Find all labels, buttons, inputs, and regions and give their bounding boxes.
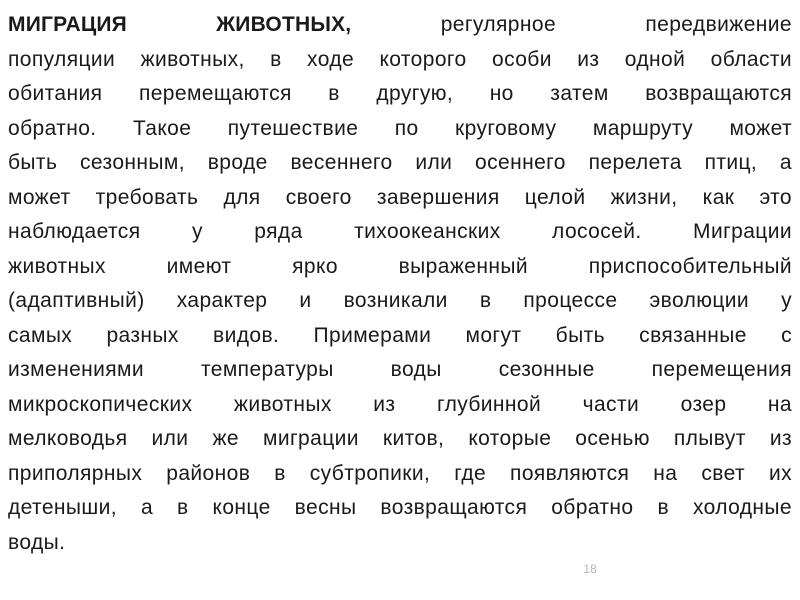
text-line-7: наблюдается у ряда тихоокеанских лососей. Миграции <box>8 220 792 243</box>
text-line-2: популяции животных, в ходе которого особи из одной области <box>8 47 792 71</box>
text-line-10: самых разных видов. Примерами могут быть связанные с <box>8 323 792 347</box>
text-line-11: изменениями температуры воды сезонные перемещения <box>8 358 792 381</box>
text-line-13: мелководья или же миграции китов, которые осенью плывут из <box>8 427 792 450</box>
body-text <box>8 8 792 560</box>
text-line-9: (адаптивный) характер и возникали в процессе эволюции у <box>8 289 792 312</box>
text-line-8: животных имеют ярко выраженный приспособительный <box>8 254 792 278</box>
text-line-6: может требовать для своего завершения целой жизни, как это <box>8 185 792 209</box>
text-line-5: быть сезонным, вроде весеннего или осеннего перелета птиц, а <box>8 151 792 174</box>
text-line-1-rest: регулярное передвижение <box>440 13 792 36</box>
text-line-4: обратно. Такое путешествие по круговому маршруту может <box>8 116 792 140</box>
page-number: 18 <box>583 562 597 576</box>
text-line-1 <box>8 8 792 43</box>
text-line-15: детеныши, а в конце весны возвращаются обратно в холодные <box>8 496 792 519</box>
text-line-16: воды. <box>8 530 66 554</box>
text-line-3: обитания перемещаются в другую, но затем возвращаются <box>8 82 792 105</box>
text-line-12: микроскопических животных из глубинной части озер на <box>8 392 792 416</box>
term-heading: МИГРАЦИЯ ЖИВОТНЫХ, <box>8 13 352 36</box>
text-line-14: приполярных районов в субтропики, где появляются на свет их <box>8 461 792 485</box>
